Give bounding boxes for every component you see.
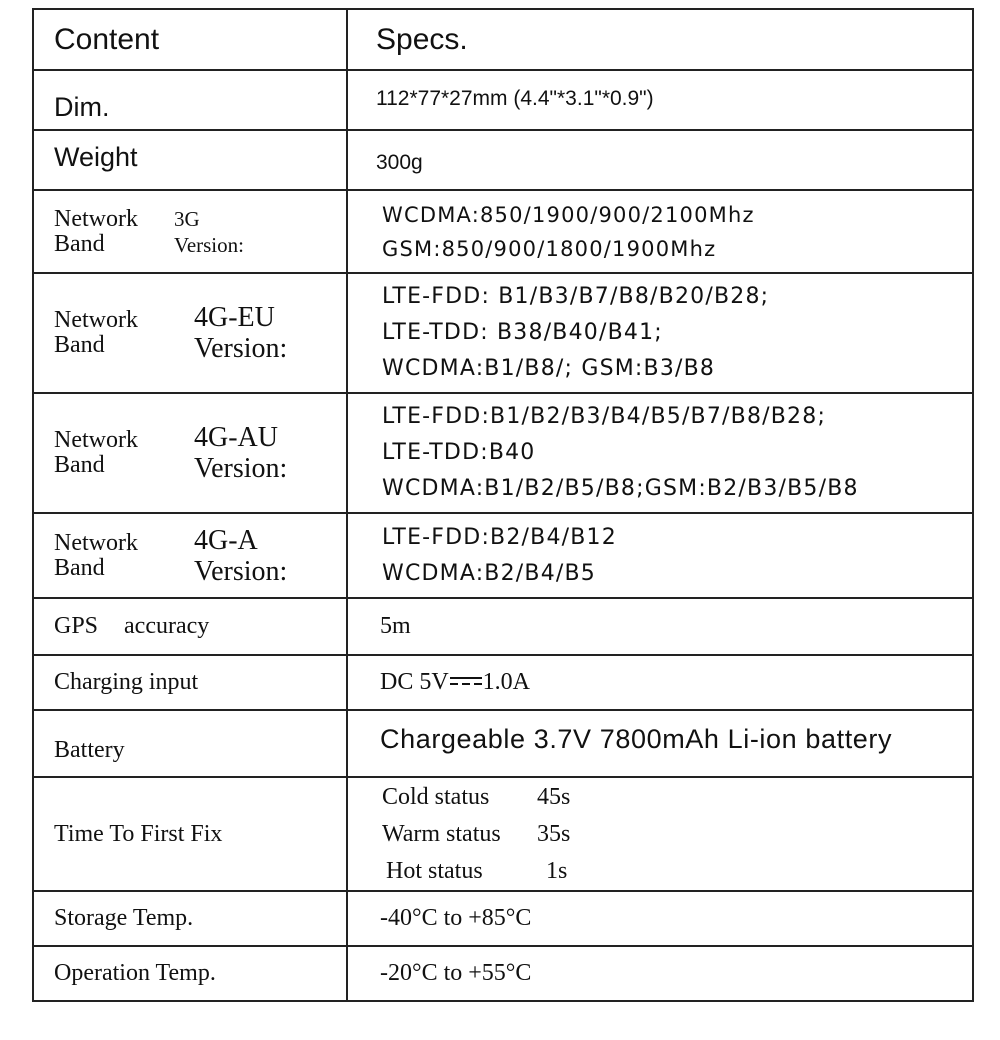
- dim-value: 112*77*27mm (4.4"*3.1"*0.9"): [347, 70, 973, 130]
- table-row-gps: [33, 598, 973, 655]
- band-4g-a-label-line2: Band: [54, 554, 105, 581]
- band-4g-eu-label-cell: [33, 273, 347, 393]
- ttff-state: Warm status: [382, 820, 501, 847]
- gps-label-part1: GPS: [54, 613, 99, 639]
- band-3g-label-cell: [33, 190, 347, 273]
- header-specs: Specs.: [347, 9, 973, 70]
- band-4g-eu-version-line2: Version:: [193, 333, 288, 364]
- band-4g-a-label-cell: [33, 513, 347, 598]
- charging-label: Charging input: [33, 655, 347, 710]
- band-3g-version-line1: 3G: [173, 206, 200, 231]
- band-4g-a-label-line1: Network: [54, 529, 138, 556]
- battery-value: Chargeable 3.7V 7800mAh Li-ion battery: [347, 710, 973, 777]
- table-row-battery: [33, 710, 973, 777]
- band-4g-a-specs: [347, 513, 973, 598]
- spec-table: [32, 8, 974, 1002]
- battery-label: Battery: [33, 710, 347, 777]
- band-4g-au-version-line2: Version:: [193, 453, 288, 484]
- ttff-row: [382, 779, 972, 816]
- gps-label: [33, 598, 347, 655]
- band-4g-a-spec-line: WCDMA:B2/B4/B5: [382, 560, 597, 586]
- band-4g-au-specs: [347, 393, 973, 513]
- table-row-weight: [33, 130, 973, 190]
- band-4g-eu-spec-line: LTE-TDD: B38/B40/B41;: [382, 320, 663, 345]
- gps-value: 5m: [347, 598, 973, 655]
- gps-label-part2: accuracy: [124, 613, 210, 639]
- ttff-time: 35s: [537, 820, 571, 847]
- ttff-state: Hot status: [386, 857, 483, 884]
- table-row-band-4g-a: [33, 513, 973, 598]
- storage-temp-value: -40°C to +85°C: [347, 891, 973, 946]
- band-4g-eu-label-line1: Network: [54, 307, 138, 333]
- ttff-state: Cold status: [382, 783, 490, 810]
- table-row-dim: [33, 70, 973, 130]
- storage-temp-label: Storage Temp.: [33, 891, 347, 946]
- band-4g-a-version-line1: 4G-A: [193, 524, 258, 556]
- band-3g-specs: [347, 190, 973, 273]
- charging-value-suffix: 1.0A: [482, 669, 531, 695]
- band-4g-eu-label-line2: Band: [54, 332, 105, 358]
- band-3g-label-line2: Band: [54, 230, 105, 257]
- table-row-ttff: [33, 777, 973, 891]
- ttff-values: [347, 777, 973, 891]
- band-4g-a-spec-line: LTE-FDD:B2/B4/B12: [382, 524, 617, 550]
- table-row-charging: [33, 655, 973, 710]
- band-4g-au-label-line2: Band: [54, 452, 105, 478]
- table-row-band-4g-eu: [33, 273, 973, 393]
- band-4g-eu-spec-line: WCDMA:B1/B8/; GSM:B3/B8: [382, 356, 716, 381]
- band-4g-au-version-line1: 4G-AU: [193, 422, 278, 453]
- band-3g-version-line2: Version:: [173, 232, 244, 257]
- header-content: Content: [33, 9, 347, 70]
- weight-label: Weight: [33, 130, 347, 190]
- band-4g-au-spec-line: LTE-FDD:B1/B2/B3/B4/B5/B7/B8/B28;: [382, 404, 827, 429]
- band-4g-eu-specs: [347, 273, 973, 393]
- band-3g-label-line1: Network: [54, 205, 138, 232]
- band-4g-a-version-line2: Version:: [193, 555, 288, 587]
- band-4g-eu-spec-line: LTE-FDD: B1/B3/B7/B8/B20/B28;: [382, 284, 770, 309]
- ttff-time: 45s: [537, 783, 571, 810]
- band-4g-eu-version-line1: 4G-EU: [193, 302, 275, 333]
- table-row-band-4g-au: [33, 393, 973, 513]
- band-3g-spec-line: WCDMA:850/1900/900/2100Mhz: [382, 202, 755, 227]
- header-row: [33, 9, 973, 70]
- dc-symbol-icon: [450, 674, 482, 688]
- weight-value: 300g: [347, 130, 973, 190]
- dim-label: Dim.: [33, 70, 347, 130]
- ttff-label: Time To First Fix: [33, 777, 347, 891]
- band-4g-au-label-cell: [33, 393, 347, 513]
- table-row-operation-temp: [33, 946, 973, 1001]
- band-4g-au-label-line1: Network: [54, 427, 138, 453]
- band-3g-spec-line: GSM:850/900/1800/1900Mhz: [382, 236, 717, 261]
- ttff-time: 1s: [546, 857, 568, 884]
- band-4g-au-spec-line: LTE-TDD:B40: [382, 440, 536, 465]
- charging-value: [347, 655, 973, 710]
- table-row-band-3g: [33, 190, 973, 273]
- charging-value-prefix: DC 5V: [380, 669, 449, 695]
- table-row-storage-temp: [33, 891, 973, 946]
- band-4g-au-spec-line: WCDMA:B1/B2/B5/B8;GSM:B2/B3/B5/B8: [382, 476, 859, 501]
- ttff-row: [382, 816, 972, 853]
- operation-temp-value: -20°C to +55°C: [347, 946, 973, 1001]
- operation-temp-label: Operation Temp.: [33, 946, 347, 1001]
- ttff-row: [382, 853, 972, 890]
